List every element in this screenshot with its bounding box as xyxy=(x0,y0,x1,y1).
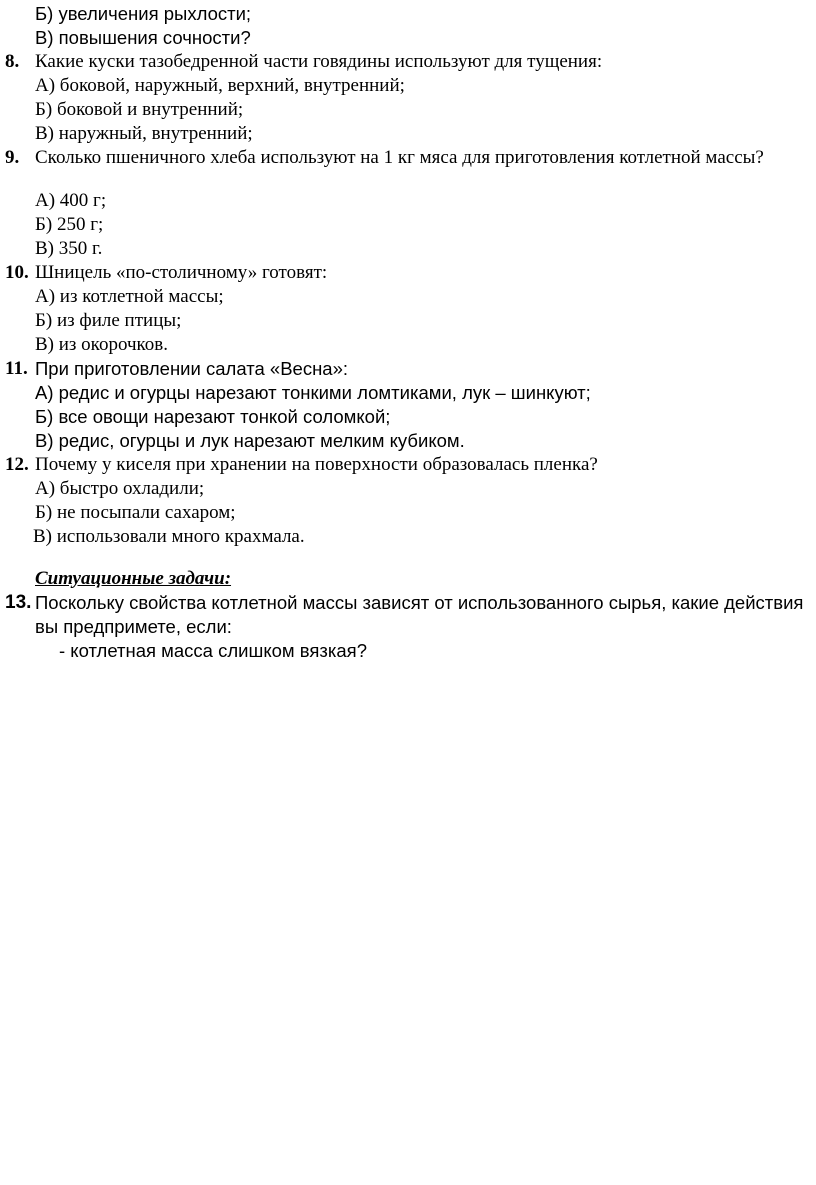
question-10-option-a: А) из котлетной массы; xyxy=(35,286,224,307)
question-12-option-v: В) использовали много крахмала. xyxy=(33,526,305,547)
question-number-9: 9. xyxy=(5,147,20,168)
question-8-option-v: В) наружный, внутренний; xyxy=(35,123,253,144)
question-11-option-a: А) редис и огурцы нарезают тонкими ломтиками, лук – шинкуют; xyxy=(35,382,591,403)
question-13-text-line1: Поскольку свойства котлетной массы зависят от использованного сырья, какие действия xyxy=(35,592,804,613)
question-number-10: 10. xyxy=(5,262,29,283)
question-12-option-a: А) быстро охладили; xyxy=(35,478,205,499)
question-9-option-a: А) 400 г; xyxy=(35,190,107,211)
question-13-text-line2: вы предпримете, если: xyxy=(35,616,232,637)
question-11-option-b: Б) все овощи нарезают тонкой соломкой; xyxy=(35,406,391,427)
question-10-text: Шницель «по-столичному» готовят: xyxy=(35,262,328,283)
section-heading: Ситуационные задачи: xyxy=(35,568,232,589)
question-13-item: - котлетная масса слишком вязкая? xyxy=(59,640,367,661)
question-10-option-b: Б) из филе птицы; xyxy=(35,310,182,331)
question-9-option-b: Б) 250 г; xyxy=(35,214,104,235)
question-11-option-v: В) редис, огурцы и лук нарезают мелким кубиком. xyxy=(35,430,465,451)
question-number-13: 13. xyxy=(5,592,32,613)
question-number-8: 8. xyxy=(5,51,20,72)
question-12-option-b: Б) не посыпали сахаром; xyxy=(35,502,236,523)
question-10-option-v: В) из окорочков. xyxy=(35,334,168,355)
question-9-text: Сколько пшеничного хлеба используют на 1 кг мяса для приготовления котлетной массы? xyxy=(35,147,764,168)
question-8-option-b: Б) боковой и внутренний; xyxy=(35,99,244,120)
question-11-text: При приготовлении салата «Весна»: xyxy=(35,358,349,379)
question-9-option-v: В) 350 г. xyxy=(35,238,103,259)
intro-option-v: В) повышения сочности? xyxy=(35,27,251,48)
question-number-12: 12. xyxy=(5,454,29,475)
intro-option-b: Б) увеличения рыхлости; xyxy=(35,3,252,24)
question-8-option-a: А) боковой, наружный, верхний, внутренний; xyxy=(35,75,405,96)
question-number-11: 11. xyxy=(5,358,28,379)
question-12-text: Почему у киселя при хранении на поверхности образовалась пленка? xyxy=(35,454,598,475)
question-8-text: Какие куски тазобедренной части говядины используют для тущения: xyxy=(35,51,603,72)
